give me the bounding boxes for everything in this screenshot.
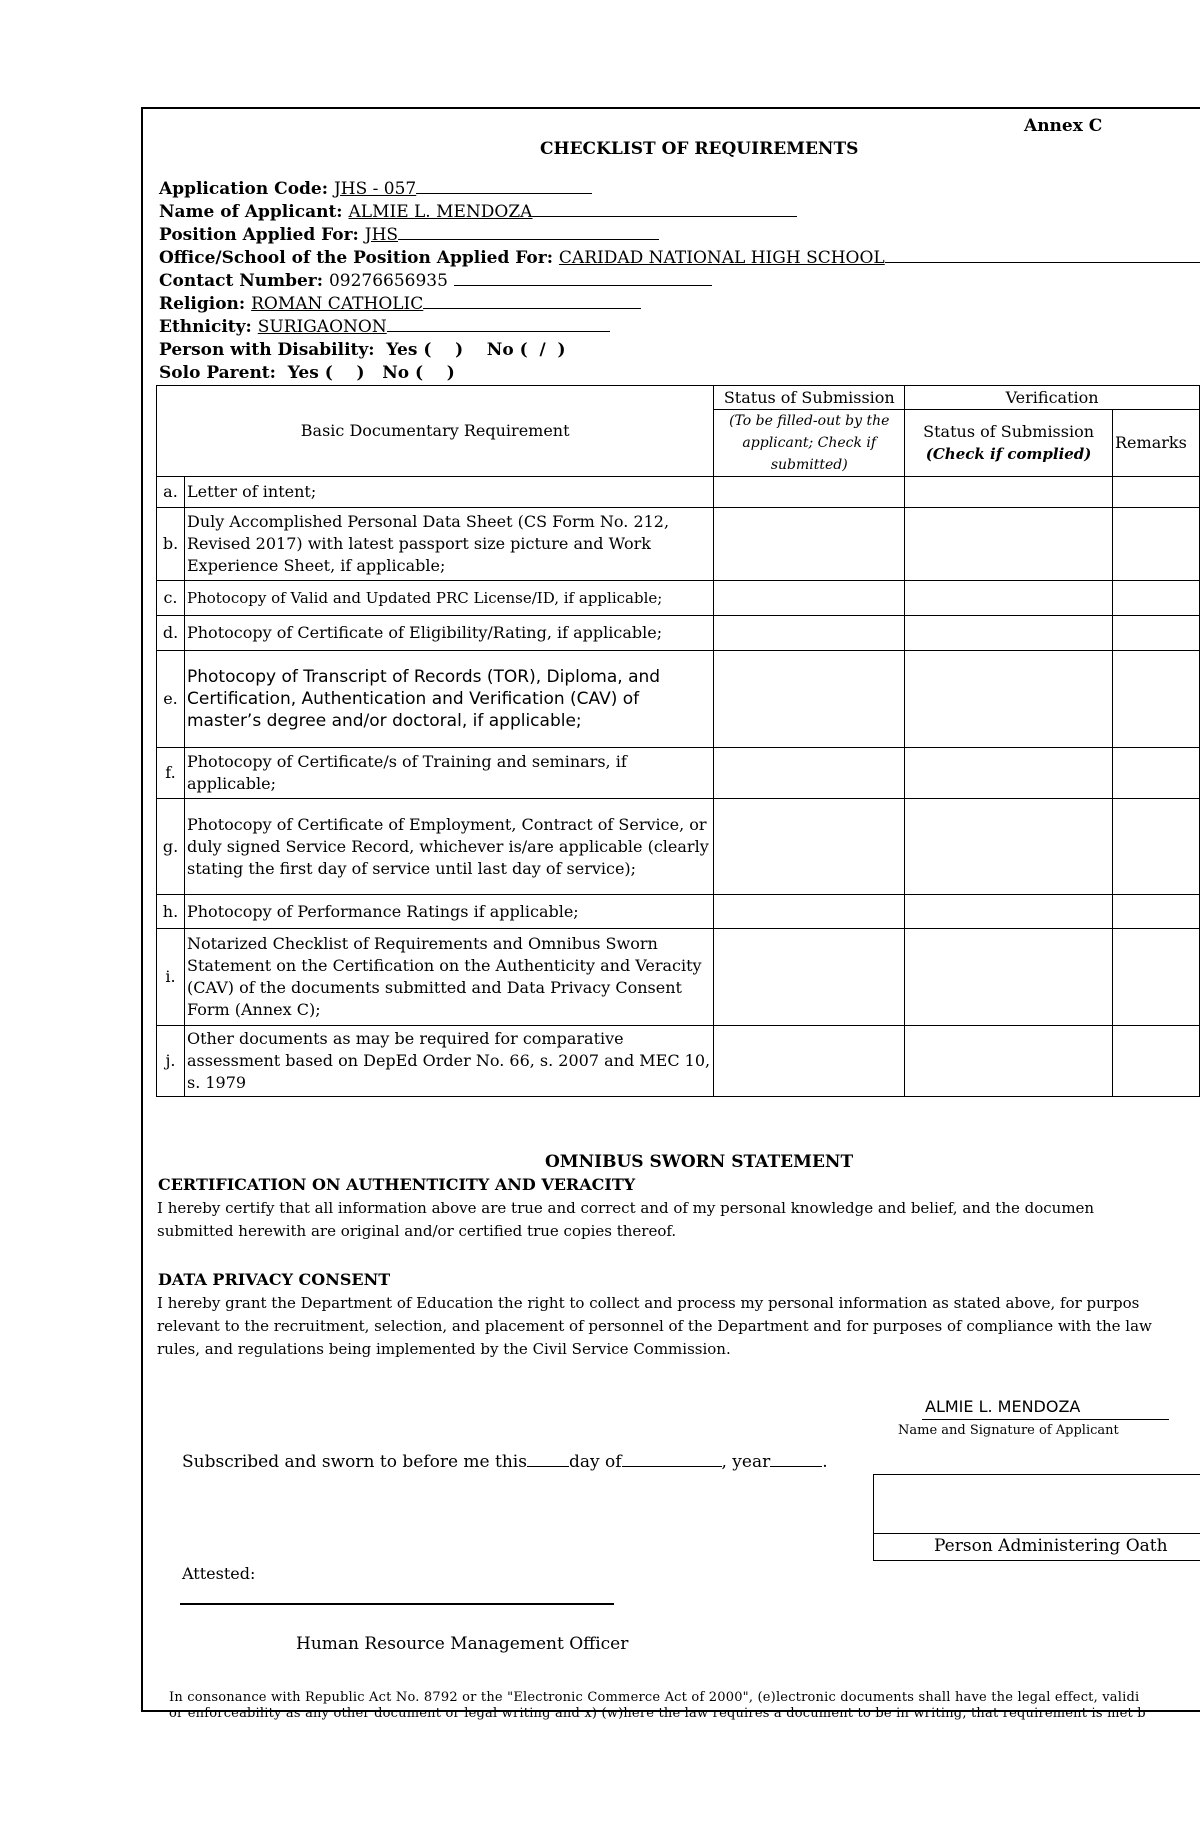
remarks-cell[interactable] bbox=[1113, 508, 1200, 581]
office-value: CARIDAD NATIONAL HIGH SCHOOL bbox=[558, 248, 885, 268]
verification-header: Verification bbox=[905, 386, 1200, 410]
solo-parent-row: Solo Parent: Yes ( ) No ( ) bbox=[159, 363, 455, 383]
certification-line-2: submitted herewith are original and/or certified true copies thereof. bbox=[157, 1222, 677, 1240]
remarks-cell[interactable] bbox=[1113, 1026, 1200, 1097]
remarks-cell[interactable] bbox=[1113, 581, 1200, 616]
remarks-header: Remarks bbox=[1113, 410, 1200, 477]
remarks-cell[interactable] bbox=[1113, 929, 1200, 1026]
day-blank[interactable] bbox=[527, 1451, 569, 1467]
status-header: Status of Submission bbox=[714, 386, 905, 410]
table-row: c. Photocopy of Valid and Updated PRC License/ID, if applicable; bbox=[157, 581, 1200, 616]
contact-row: Contact Number: 09276656935 bbox=[159, 270, 712, 292]
status-checkbox-cell[interactable] bbox=[714, 616, 905, 651]
applicant-signature-name: ALMIE L. MENDOZA bbox=[925, 1397, 1081, 1416]
ver-status-cell[interactable] bbox=[905, 799, 1113, 895]
attested-signature-line bbox=[180, 1603, 614, 1605]
religion-row: Religion: ROMAN CATHOLIC bbox=[159, 293, 641, 315]
contact-value: 09276656935 bbox=[328, 271, 448, 291]
page-title: CHECKLIST OF REQUIREMENTS bbox=[540, 139, 859, 159]
privacy-line-3: rules, and regulations being implemented by the Civil Service Commission. bbox=[157, 1340, 731, 1358]
month-blank[interactable] bbox=[622, 1451, 722, 1467]
ethnicity-value: SURIGAONON bbox=[257, 317, 387, 337]
oath-label: Person Administering Oath bbox=[934, 1536, 1168, 1556]
requirement-header: Basic Documentary Requirement bbox=[157, 386, 714, 477]
ver-status-cell[interactable] bbox=[905, 581, 1113, 616]
applicant-name-row: Name of Applicant: ALMIE L. MENDOZA bbox=[159, 201, 797, 223]
ver-status-cell[interactable] bbox=[905, 1026, 1113, 1097]
signature-caption: Name and Signature of Applicant bbox=[898, 1423, 1119, 1438]
pwd-row: Person with Disability: Yes ( ) No ( / ) bbox=[159, 340, 566, 360]
status-checkbox-cell[interactable] bbox=[714, 929, 905, 1026]
ver-status-cell[interactable] bbox=[905, 929, 1113, 1026]
sworn-statement: Subscribed and sworn to before me this day of , year . bbox=[182, 1452, 828, 1472]
ver-status-cell[interactable] bbox=[905, 477, 1113, 508]
remarks-cell[interactable] bbox=[1113, 651, 1200, 748]
table-row: b. Duly Accomplished Personal Data Sheet (CS Form No. 212, Revised 2017) with latest passport size picture and Work Experience Sheet, if applicable; bbox=[157, 508, 1200, 581]
ver-status-header: Status of Submission (Check if complied) bbox=[905, 410, 1113, 477]
signature-line bbox=[922, 1419, 1169, 1420]
ethnicity-row: Ethnicity: SURIGAONON bbox=[159, 316, 610, 338]
status-checkbox-cell[interactable] bbox=[714, 799, 905, 895]
status-checkbox-cell[interactable] bbox=[714, 651, 905, 748]
year-blank[interactable] bbox=[770, 1451, 822, 1467]
status-checkbox-cell[interactable] bbox=[714, 508, 905, 581]
remarks-cell[interactable] bbox=[1113, 477, 1200, 508]
status-checkbox-cell[interactable] bbox=[714, 895, 905, 929]
status-checkbox-cell[interactable] bbox=[714, 581, 905, 616]
application-code-row: Application Code: JHS - 057 bbox=[159, 178, 592, 200]
requirements-table bbox=[156, 385, 1200, 1097]
hrmo-label: Human Resource Management Officer bbox=[296, 1634, 629, 1654]
ver-status-cell[interactable] bbox=[905, 616, 1113, 651]
omnibus-title: OMNIBUS SWORN STATEMENT bbox=[545, 1152, 854, 1172]
applicant-name-value: ALMIE L. MENDOZA bbox=[348, 202, 533, 222]
attested-label: Attested: bbox=[182, 1564, 256, 1583]
privacy-line-1: I hereby grant the Department of Education the right to collect and process my personal information as stated above, for purpos bbox=[157, 1294, 1140, 1312]
certification-line-1: I hereby certify that all information above are true and correct and of my personal knowledge and belief, and the documen bbox=[157, 1199, 1095, 1217]
remarks-cell[interactable] bbox=[1113, 748, 1200, 799]
status-checkbox-cell[interactable] bbox=[714, 477, 905, 508]
table-row: a. Letter of intent; bbox=[157, 477, 1200, 508]
oath-box bbox=[873, 1474, 1200, 1561]
table-row: f. Photocopy of Certificate/s of Training and seminars, if applicable; bbox=[157, 748, 1200, 799]
office-row: Office/School of the Position Applied For: CARIDAD NATIONAL HIGH SCHOOL bbox=[159, 247, 1200, 269]
privacy-heading: DATA PRIVACY CONSENT bbox=[158, 1270, 391, 1289]
footer-line-2: or enforceability as any other document or legal writing and x) (w)here the law requires a document to be in writing, that requirement is met b bbox=[169, 1706, 1146, 1721]
table-row: e. Photocopy of Transcript of Records (TOR), Diploma, and Certification, Authentication and Verification (CAV) of master’s degree and/or doctoral, if applicable; bbox=[157, 651, 1200, 748]
table-row: j. Other documents as may be required for comparative assessment based on DepEd Order No. 66, s. 2007 and MEC 10, s. 1979 bbox=[157, 1026, 1200, 1097]
status-note: (To be filled-out by the applicant; Check if submitted) bbox=[714, 410, 905, 477]
table-row: i. Notarized Checklist of Requirements and Omnibus Sworn Statement on the Certification on the Authenticity and Veracity (CAV) of the documents submitted and Data Privacy Consent Form (Annex C); bbox=[157, 929, 1200, 1026]
certification-heading: CERTIFICATION ON AUTHENTICITY AND VERACITY bbox=[158, 1175, 636, 1194]
position-row: Position Applied For: JHS bbox=[159, 224, 659, 246]
remarks-cell[interactable] bbox=[1113, 895, 1200, 929]
position-value: JHS bbox=[364, 225, 399, 245]
table-row: g. Photocopy of Certificate of Employment, Contract of Service, or duly signed Service Record, whichever is/are applicable (clearly stating the first day of service until last day of service); bbox=[157, 799, 1200, 895]
requirements-body bbox=[157, 477, 1200, 1097]
annex-label: Annex C bbox=[1024, 116, 1103, 136]
footer-line-1: In consonance with Republic Act No. 8792 or the "Electronic Commerce Act of 2000", (e)lectronic documents shall have the legal effect, validi bbox=[169, 1690, 1140, 1705]
table-row: d. Photocopy of Certificate of Eligibility/Rating, if applicable; bbox=[157, 616, 1200, 651]
ver-status-cell[interactable] bbox=[905, 895, 1113, 929]
status-checkbox-cell[interactable] bbox=[714, 1026, 905, 1097]
religion-value: ROMAN CATHOLIC bbox=[251, 294, 424, 314]
status-checkbox-cell[interactable] bbox=[714, 748, 905, 799]
ver-status-cell[interactable] bbox=[905, 651, 1113, 748]
privacy-line-2: relevant to the recruitment, selection, and placement of personnel of the Department and for purposes of compliance with the law bbox=[157, 1317, 1152, 1335]
remarks-cell[interactable] bbox=[1113, 799, 1200, 895]
remarks-cell[interactable] bbox=[1113, 616, 1200, 651]
ver-status-cell[interactable] bbox=[905, 508, 1113, 581]
table-row: h. Photocopy of Performance Ratings if applicable; bbox=[157, 895, 1200, 929]
ver-status-cell[interactable] bbox=[905, 748, 1113, 799]
application-code-value: JHS - 057 bbox=[333, 179, 417, 199]
